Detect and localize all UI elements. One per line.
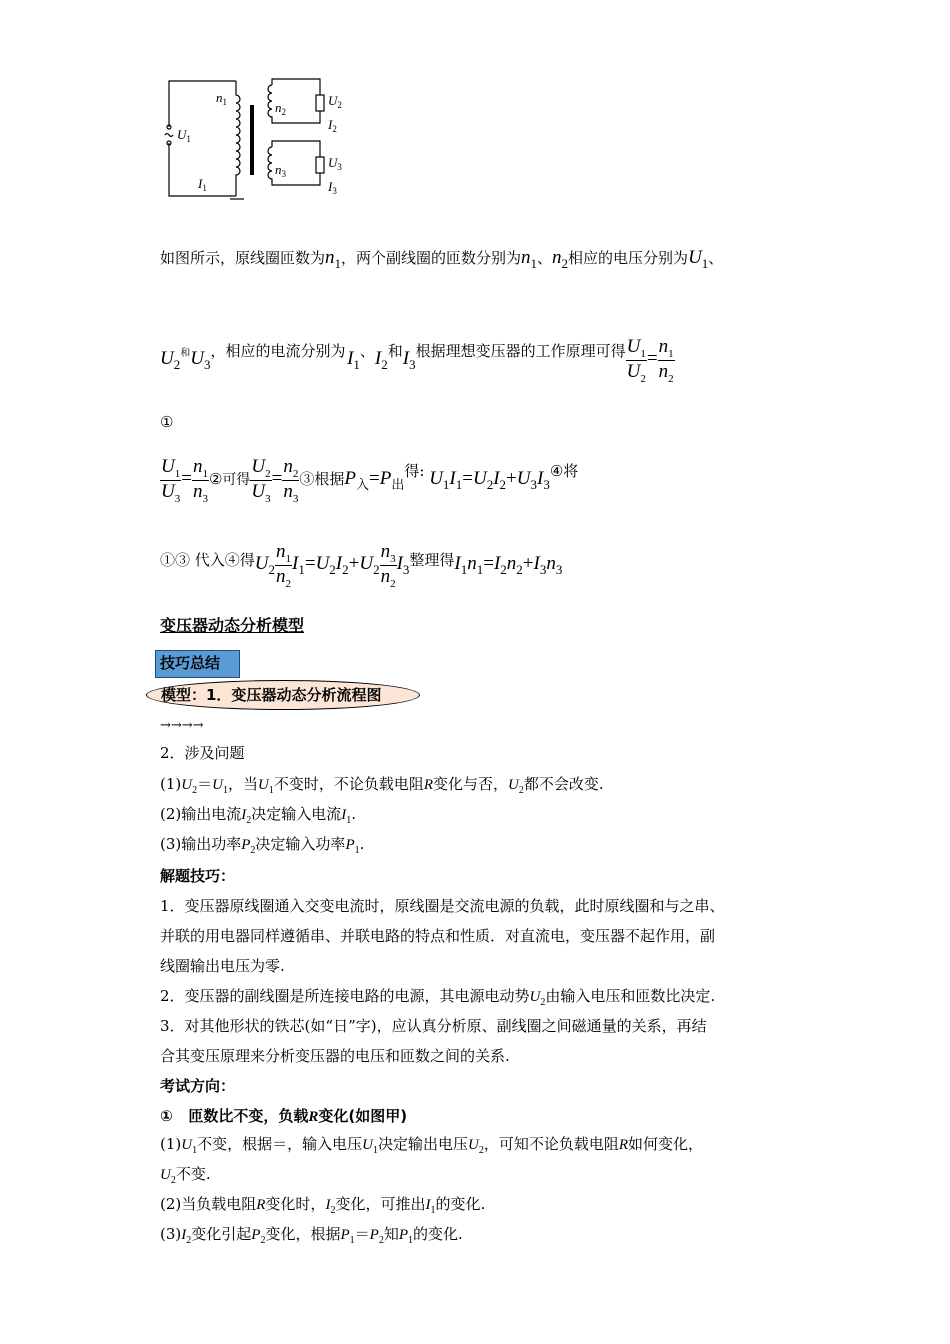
label-U2: $U_2$ — [328, 93, 342, 110]
model-title-oval: 模型：1．变压器动态分析流程图 — [146, 680, 420, 710]
item-2: 2．涉及问题 — [160, 744, 245, 762]
label-I3: $I_3$ — [328, 179, 337, 196]
label-I2: $I_2$ — [328, 117, 337, 134]
section-heading: 变压器动态分析模型 — [160, 616, 305, 635]
tip-2: 2．变压器的副线圈是所连接电路的电源，其电源电动势$U_2$由输入电压和匝数比决定. — [160, 987, 716, 1008]
tip-1-line-3: 线圈输出电压为零. — [160, 957, 285, 975]
equation-line-4: ①③ 代入④得U2 $\frac{n_1}{n_2}$ I1=U2I2+U2 $\frac{n_3}{n_2}$ I3整理得I1n1=I2n2+I3n3 — [160, 540, 563, 590]
tip-3-line-1: 3．对其他形状的铁芯(如“日”字)，应认真分析原、副线圈之间磁通量的关系，再结 — [160, 1017, 707, 1035]
tip-1-line-2: 并联的用电器同样遵循串、并联电路的特点和性质．对直流电，变压器不起作用，副 — [160, 927, 716, 945]
exam-2: (2)当负载电阻R变化时，$I_2$变化，可推出$I_1$的变化. — [160, 1195, 486, 1216]
tip-3-line-2: 合其变压原理来分析变压器的电压和匝数之间的关系. — [160, 1047, 510, 1065]
fraction-n1-n2: $\frac{n_1}{n_2}$ — [658, 335, 674, 385]
exam-1-line-1: $(1)U_1$不变，根据＝，输入电压$U_1$决定输出电压$U_2$，可知不论负载电阻R如何变化， — [160, 1135, 704, 1156]
iron-core — [250, 105, 254, 175]
circle-1: ① — [160, 413, 174, 431]
transformer-diagram — [160, 75, 360, 205]
tip-1-line-1: 1．变压器原线圈通入交变电流时，原线圈是交流电源的负载，此时原线圈和与之串、 — [160, 897, 725, 915]
label-n1: $n_1$ — [216, 90, 227, 107]
exam-title: 考试方向： — [160, 1077, 236, 1095]
exam-1-line-2: $U_2$不变. — [160, 1165, 211, 1186]
intro-line-1: 如图所示，原线圈匝数为n1，两个副线圈的匝数分别为n1、n2相应的电压分别为U1、 — [160, 247, 724, 271]
flow-arrows: →→→→ — [160, 718, 204, 733]
issue-2: (2)输出电流$I_2$决定输入电流$I_1$. — [160, 805, 357, 826]
label-n3: $n_3$ — [275, 162, 286, 179]
tips-title: 解题技巧： — [160, 867, 236, 885]
label-I1: $I_1$ — [198, 176, 207, 193]
issue-3: (3)输出功率$P_2$决定输入功率$P_1$. — [160, 835, 365, 856]
label-U3: $U_3$ — [328, 155, 342, 172]
exam-3: $(3)I_2$变化引起$P_2$变化，根据$P_1=P_2$知$P_1$的变化. — [160, 1225, 463, 1246]
label-U1: $U_1$ — [177, 127, 191, 144]
issue-1: $(1)U_2=U_1$，当$U_1$不变时，不论负载电阻R变化与否，$U_2$都不会改变. — [160, 775, 604, 796]
intro-line-2: $U2^和U3$，相应的电流分别为 I1、I2和I3根据理想变压器的工作原理可得 $\frac{U_1}{U_2}$ = $\frac{n_1}{n_2}$ — [160, 335, 674, 385]
label-n2: $n_2$ — [275, 100, 286, 117]
equation-line-3: $\frac{U_1}{U_3}$ = $\frac{n_1}{n_3}$ ②可得 $\frac{U_2}{U_3}$ = $\frac{n_2}{n_3}$ ③根据P入=P出得: U1I1=U2I2+U3I3④将 — [161, 455, 579, 505]
case-1-title: ① 匝数比不变，负载R变化(如图甲) — [160, 1107, 408, 1125]
fraction-U1-U2: $\frac{U_1}{U_2}$ — [626, 335, 646, 385]
skill-summary-box: 技巧总结 — [155, 650, 240, 678]
